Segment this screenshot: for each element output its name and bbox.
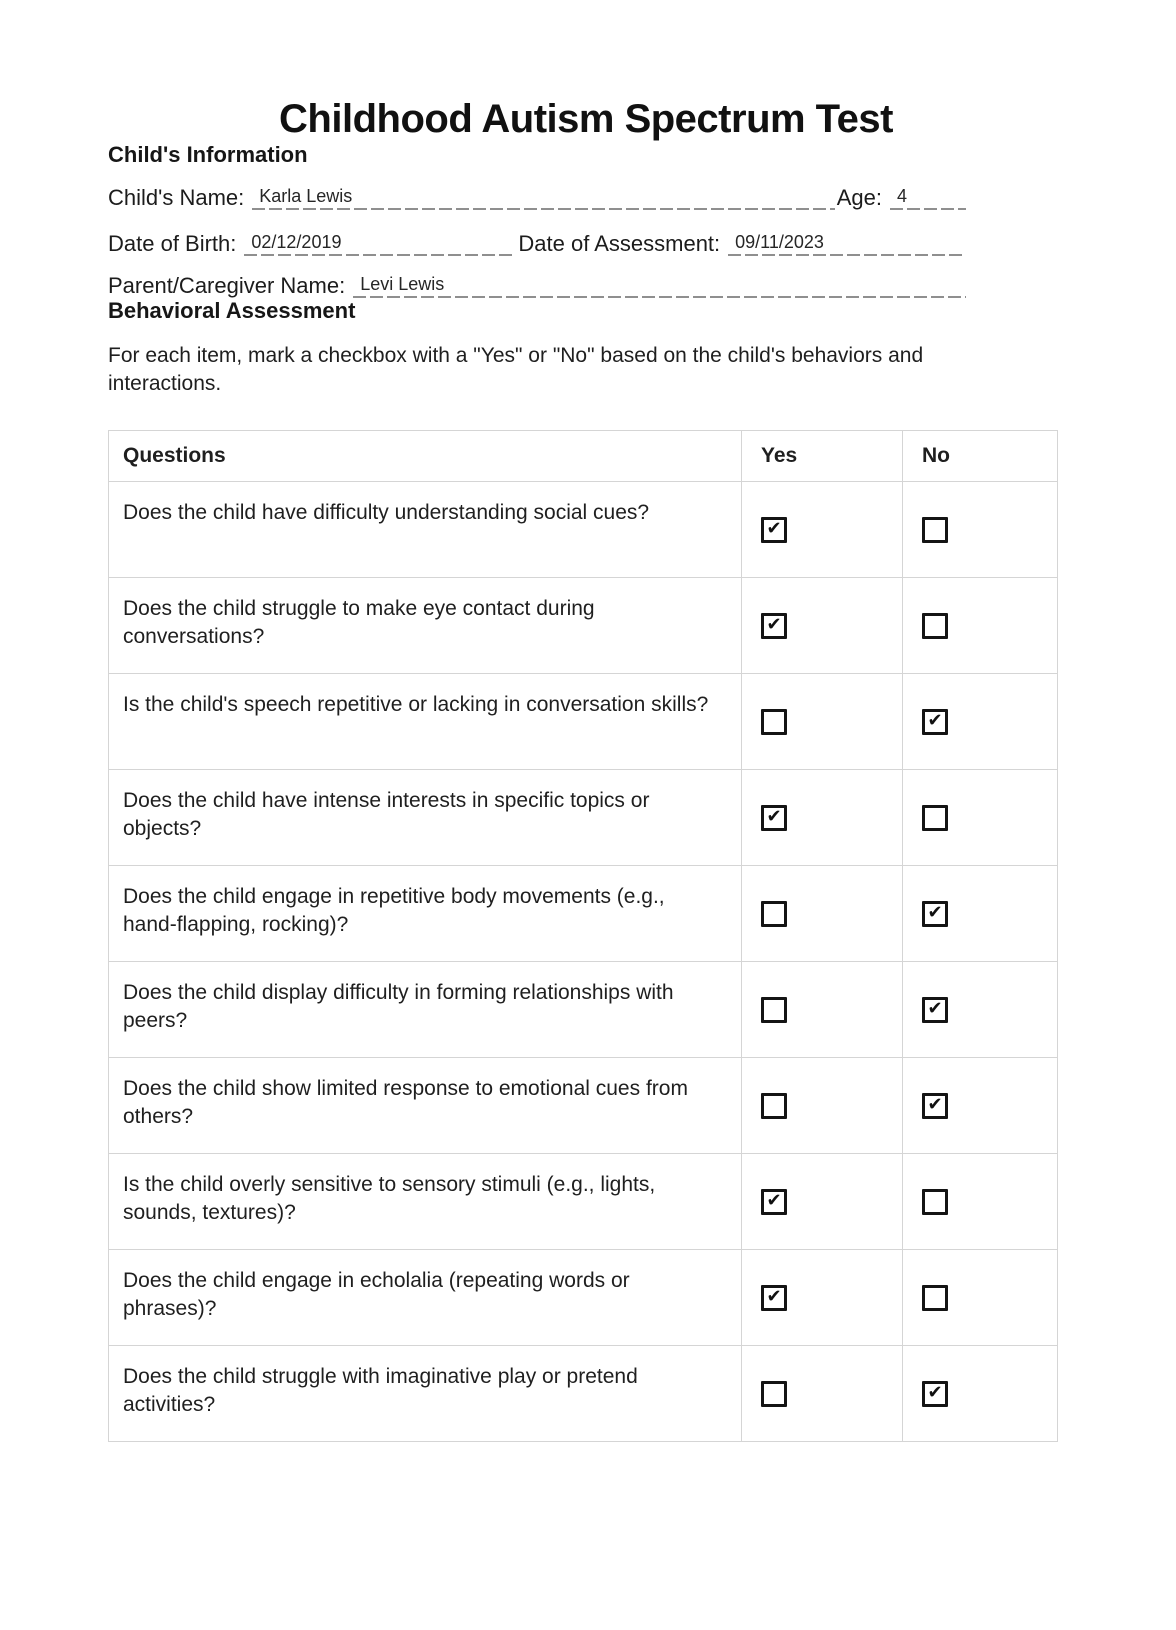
check-icon: ✔: [927, 710, 943, 731]
page-title: Childhood Autism Spectrum Test: [279, 97, 893, 141]
yes-checkbox[interactable]: [761, 1381, 787, 1407]
questions-column-header: Questions: [123, 444, 226, 467]
child-name-value: Karla Lewis: [259, 186, 353, 206]
table-row: [109, 769, 1057, 865]
check-icon: ✔: [927, 998, 943, 1019]
parent-row: [108, 272, 966, 298]
no-checkbox[interactable]: [922, 517, 948, 543]
check-icon: ✔: [927, 902, 943, 923]
yes-checkbox[interactable]: [761, 1093, 787, 1119]
question-text: Does the child show limited response to emotional cues from others?: [123, 1077, 688, 1128]
child-name-field[interactable]: [252, 186, 834, 210]
parent-name-field[interactable]: [353, 274, 966, 298]
name-age-row: [108, 184, 966, 210]
question-text: Does the child display difficulty in forming relationships with peers?: [123, 981, 674, 1032]
child-name-label: Child's Name:: [108, 185, 245, 210]
instructions-text: For each item, mark a checkbox with a "Yes" or "No" based on the child's behaviors and interactions.: [108, 344, 924, 395]
table-header-row: [109, 431, 1057, 481]
table-row: [109, 577, 1057, 673]
no-checkbox[interactable]: [922, 709, 948, 735]
child-info-heading: Child's Information: [108, 142, 308, 167]
assessment-date-field[interactable]: [728, 232, 966, 256]
check-icon: ✔: [766, 614, 782, 635]
no-column-header: No: [902, 431, 1057, 481]
yes-checkbox[interactable]: [761, 1285, 787, 1311]
question-text: Does the child have intense interests in specific topics or objects?: [123, 789, 650, 840]
no-cell: [902, 962, 1057, 1057]
date-of-birth-label: Date of Birth:: [108, 231, 237, 256]
no-cell: [902, 866, 1057, 961]
yes-checkbox[interactable]: [761, 997, 787, 1023]
no-checkbox[interactable]: [922, 997, 948, 1023]
table-row: [109, 1345, 1057, 1441]
age-label: Age:: [836, 185, 882, 210]
table-row: [109, 961, 1057, 1057]
table-row: [109, 1153, 1057, 1249]
no-cell: [902, 1250, 1057, 1345]
behavioral-assessment-heading: Behavioral Assessment: [108, 298, 356, 323]
no-cell: [902, 674, 1057, 769]
no-checkbox[interactable]: [922, 1093, 948, 1119]
yes-cell: [741, 770, 902, 865]
question-text: Is the child's speech repetitive or lacking in conversation skills?: [123, 693, 709, 716]
check-icon: ✔: [766, 1190, 782, 1211]
table-row: [109, 481, 1057, 577]
age-field[interactable]: [890, 186, 966, 210]
no-checkbox[interactable]: [922, 613, 948, 639]
dates-row: [108, 230, 966, 256]
no-cell: [902, 1154, 1057, 1249]
table-row: [109, 865, 1057, 961]
yes-checkbox[interactable]: [761, 613, 787, 639]
check-icon: ✔: [766, 1286, 782, 1307]
yes-column-header: Yes: [741, 431, 902, 481]
yes-checkbox[interactable]: [761, 901, 787, 927]
yes-checkbox[interactable]: [761, 805, 787, 831]
parent-name-label: Parent/Caregiver Name:: [108, 273, 346, 298]
check-icon: ✔: [766, 518, 782, 539]
date-of-birth-value: 02/12/2019: [251, 232, 342, 252]
check-icon: ✔: [766, 806, 782, 827]
no-checkbox[interactable]: [922, 901, 948, 927]
question-text: Does the child struggle with imaginative play or pretend activities?: [123, 1365, 638, 1416]
no-cell: [902, 1346, 1057, 1441]
questions-table-body: [109, 481, 1057, 1441]
table-row: [109, 1057, 1057, 1153]
questions-table: [108, 430, 1058, 1442]
yes-cell: [741, 962, 902, 1057]
yes-checkbox[interactable]: [761, 709, 787, 735]
date-of-birth-field[interactable]: [244, 232, 516, 256]
yes-cell: [741, 1346, 902, 1441]
question-text: Does the child struggle to make eye contact during conversations?: [123, 597, 595, 648]
yes-checkbox[interactable]: [761, 517, 787, 543]
assessment-date-label: Date of Assessment:: [518, 231, 721, 256]
yes-checkbox[interactable]: [761, 1189, 787, 1215]
question-text: Does the child engage in echolalia (repeating words or phrases)?: [123, 1269, 630, 1320]
yes-cell: [741, 674, 902, 769]
child-info-section: [108, 142, 1064, 298]
age-value: 4: [897, 186, 908, 206]
table-row: [109, 1249, 1057, 1345]
question-text: Is the child overly sensitive to sensory stimuli (e.g., lights, sounds, textures)?: [123, 1173, 656, 1224]
no-checkbox[interactable]: [922, 1381, 948, 1407]
yes-cell: [741, 578, 902, 673]
check-icon: ✔: [927, 1382, 943, 1403]
no-cell: [902, 482, 1057, 577]
check-icon: ✔: [927, 1094, 943, 1115]
no-checkbox[interactable]: [922, 805, 948, 831]
parent-name-value: Levi Lewis: [360, 274, 445, 294]
no-checkbox[interactable]: [922, 1285, 948, 1311]
behavioral-assessment-section: [108, 298, 1064, 1442]
question-text: Does the child engage in repetitive body movements (e.g., hand-flapping, rocking)?: [123, 885, 665, 936]
yes-cell: [741, 1058, 902, 1153]
no-checkbox[interactable]: [922, 1189, 948, 1215]
question-text: Does the child have difficulty understanding social cues?: [123, 501, 650, 524]
yes-cell: [741, 1250, 902, 1345]
yes-cell: [741, 482, 902, 577]
no-cell: [902, 1058, 1057, 1153]
yes-cell: [741, 866, 902, 961]
assessment-date-value: 09/11/2023: [735, 232, 824, 252]
no-cell: [902, 770, 1057, 865]
no-cell: [902, 578, 1057, 673]
table-row: [109, 673, 1057, 769]
yes-cell: [741, 1154, 902, 1249]
